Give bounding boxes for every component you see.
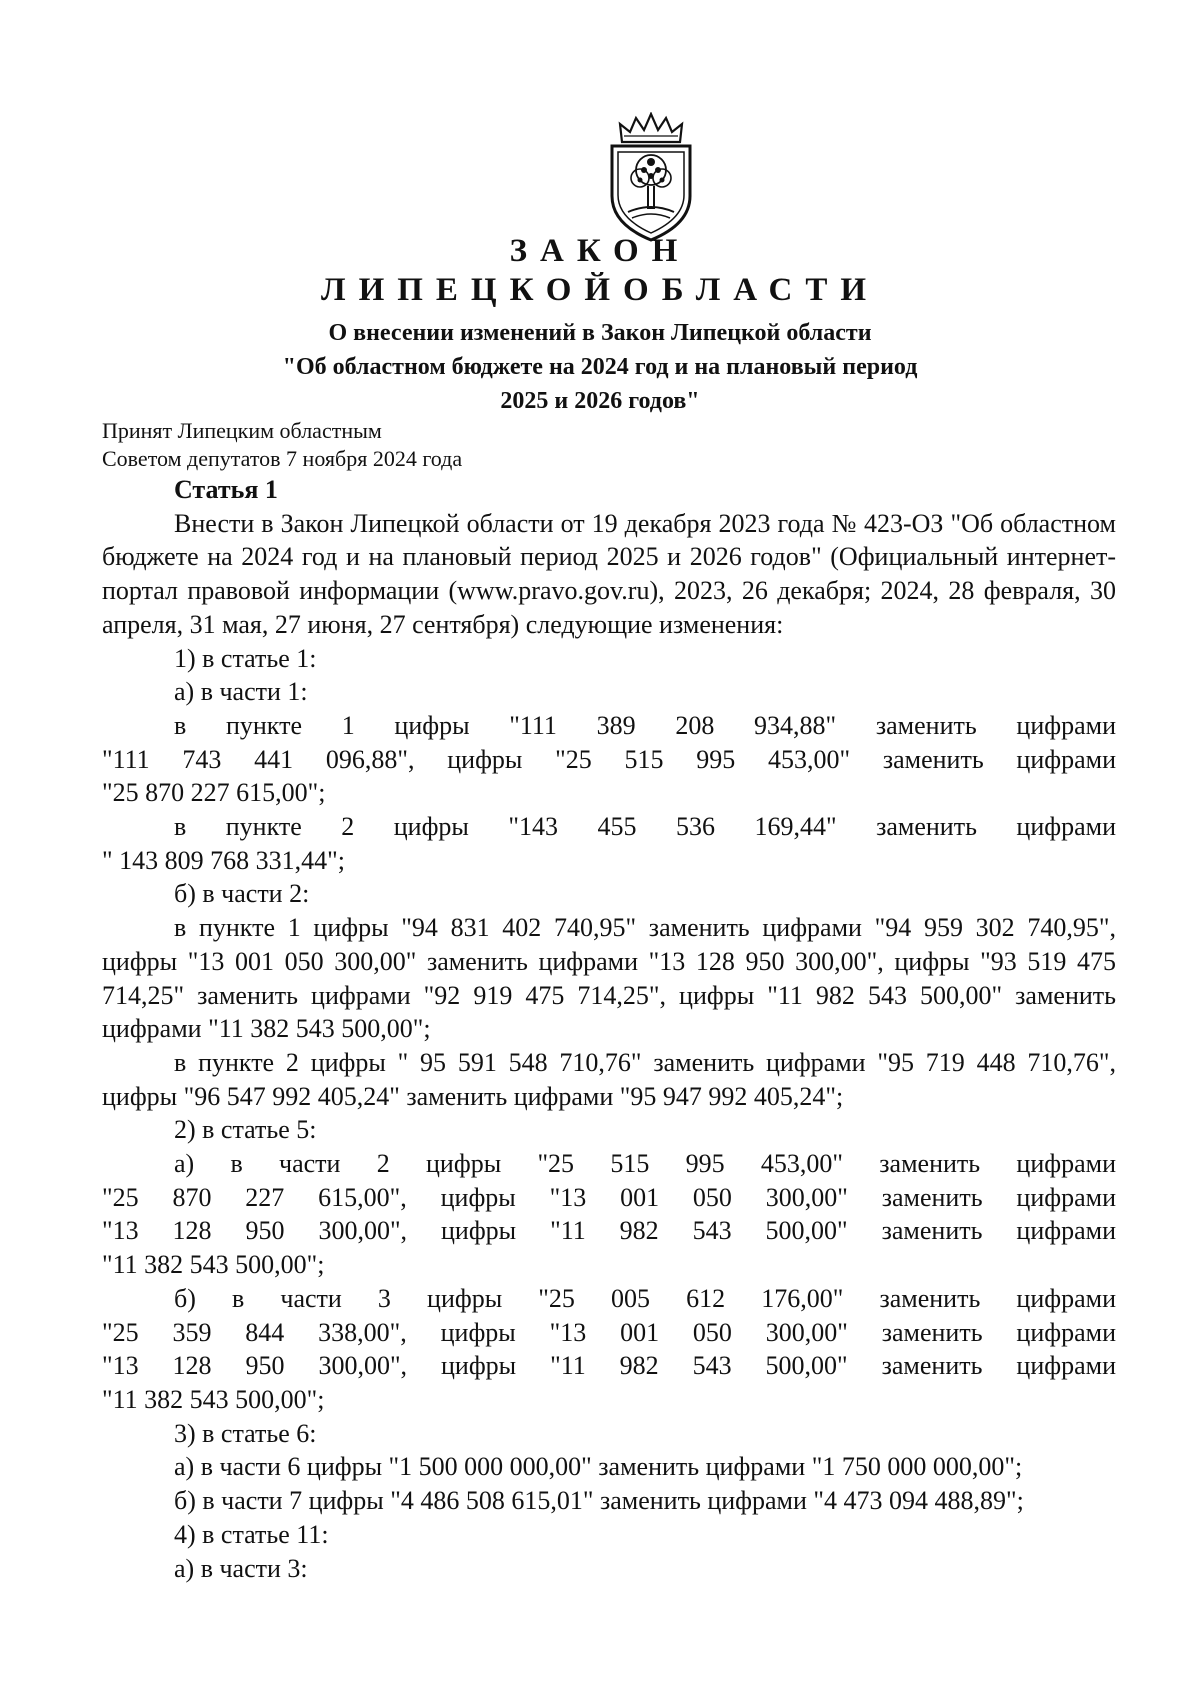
adoption-note-line-1: Принят Липецким областным <box>102 418 382 443</box>
item-2a-line-2: "25 870 227 615,00", цифры "13 001 050 300,00" заменить цифрами <box>102 1182 1116 1212</box>
item-2b-line-1: б) в части 3 цифры "25 005 612 176,00" заменить цифрами <box>174 1283 1116 1313</box>
item-2: 2) в статье 5: <box>174 1115 317 1145</box>
article-intro: Внести в Закон Липецкой области от 19 декабря 2023 года № 423-ОЗ "Об областном бюджете на 2024 год и на плановый период 2025 и 2026 годов" (Официальный интернет-портал правовой информации (www.pravo.gov.ru), 2023, 26 декабря; 2024, 28 февраля, 30 апреля, 31 мая, 27 июня, 27 сентября) следующие изменения: <box>102 508 1116 639</box>
item-1a-point-2-line-2: " 143 809 768 331,44"; <box>102 845 345 875</box>
law-heading: ЗАКОН <box>509 233 691 269</box>
item-1b-point-1: в пункте 1 цифры "94 831 402 740,95" заменить цифрами "94 959 302 740,95", цифры "13 001 050 300,00" заменить цифрами "13 128 950 300,00", цифры "93 519 475 714,25" заменить цифрами "92 919 475 714,25", цифры "11 982 543 500,00" заменить цифрами "11 382 543 500,00"; <box>102 913 1116 1044</box>
region-heading: ЛИПЕЦКОЙОБЛАСТИ <box>321 272 879 308</box>
item-2a-line-3: "13 128 950 300,00", цифры "11 982 543 500,00" заменить цифрами <box>102 1216 1116 1246</box>
coat-of-arms-icon <box>598 112 704 244</box>
adoption-note-line-2: Советом депутатов 7 ноября 2024 года <box>102 446 463 471</box>
item-1a-point-1-line-1: в пункте 1 цифры "111 389 208 934,88" заменить цифрами <box>174 710 1116 740</box>
law-title-line-3: 2025 и 2026 годов" <box>500 388 700 414</box>
item-3a: а) в части 6 цифры "1 500 000 000,00" заменить цифрами "1 750 000 000,00"; <box>174 1452 1023 1482</box>
law-title-line-1: О внесении изменений в Закон Липецкой области <box>328 320 872 346</box>
item-1a: а) в части 1: <box>174 677 308 707</box>
law-title-line-2: "Об областном бюджете на 2024 год и на плановый период <box>282 354 918 380</box>
item-4: 4) в статье 11: <box>174 1519 329 1549</box>
item-2b-line-2: "25 359 844 338,00", цифры "13 001 050 300,00" заменить цифрами <box>102 1317 1116 1347</box>
item-2a-line-4: "11 382 543 500,00"; <box>102 1250 325 1280</box>
item-2a-line-1: а) в части 2 цифры "25 515 995 453,00" заменить цифрами <box>174 1149 1116 1179</box>
item-1a-point-1-line-3: "25 870 227 615,00"; <box>102 778 326 808</box>
item-1a-point-1-line-2: "111 743 441 096,88", цифры "25 515 995 453,00" заменить цифрами <box>102 744 1116 774</box>
item-4a: а) в части 3: <box>174 1553 308 1583</box>
item-3: 3) в статье 6: <box>174 1418 317 1448</box>
item-2b-line-4: "11 382 543 500,00"; <box>102 1384 325 1414</box>
article-heading: Статья 1 <box>174 475 278 504</box>
item-1b-point-2: в пункте 2 цифры " 95 591 548 710,76" заменить цифрами "95 719 448 710,76", цифры "96 547 992 405,24" заменить цифрами "95 947 992 405,24"; <box>102 1047 1116 1111</box>
item-1a-point-2-line-1: в пункте 2 цифры "143 455 536 169,44" заменить цифрами <box>174 812 1116 842</box>
item-2b-line-3: "13 128 950 300,00", цифры "11 982 543 500,00" заменить цифрами <box>102 1351 1116 1381</box>
item-1b: б) в части 2: <box>174 879 310 909</box>
item-1: 1) в статье 1: <box>174 643 317 673</box>
law-body <box>102 473 1116 1585</box>
item-3b: б) в части 7 цифры "4 486 508 615,01" заменить цифрами "4 473 094 488,89"; <box>174 1486 1024 1516</box>
